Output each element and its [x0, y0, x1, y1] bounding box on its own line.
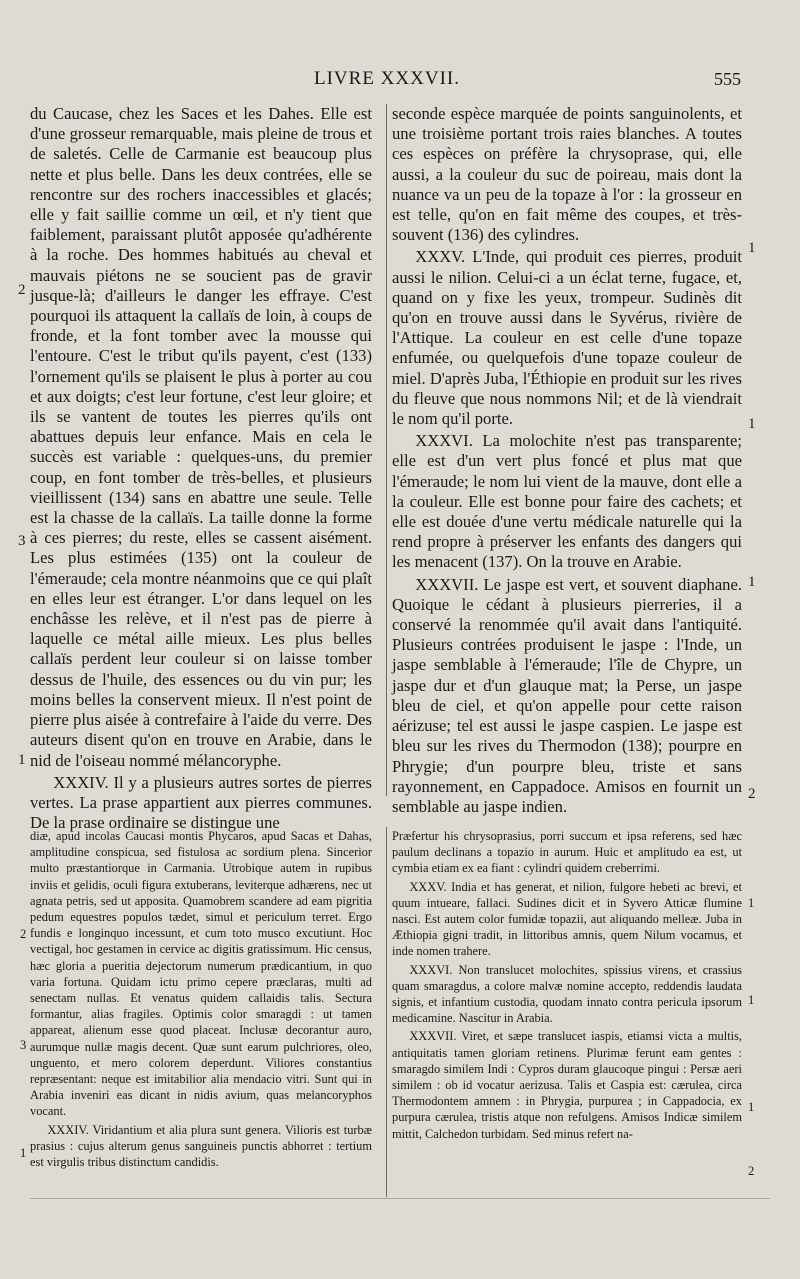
margin-number: 1 [748, 993, 755, 1007]
paragraph-text: XXXIV. Viridantium et alia plura sunt genera. Vilioris est turbæ prasius : cujus alterum genus sanguineis punctis abhorret : tertium est virgulis tribus distinctum candidis. [30, 1122, 372, 1170]
column-divider [386, 827, 387, 1197]
paragraph-text: XXXVI. Non translucet molochites, spissius virens, et crassius quam smaragdus, a colore malvæ nomine accepto, reddendis laudata signis, et infantium custodia, quodam innato contra pericula ipsorum medicamine. Nascitur in Arabia. [392, 962, 742, 1026]
paragraph-text: XXXVII. Viret, et sæpe translucet iaspis, etiamsi victa a multis, antiquitatis tamen gloriam retinens. Plurimæ ferunt eam gentes : smaragdo similem Indi : Cypros duram glaucoque pingui : Persæ aeri similem : ob id vocatur aerizusa. Talis et Caspia est: cærulea, circa Thermodontem amnem : in Phrygia, purpurea ; in Cappadocia, ex purpura cærulea, tristis atque non refulgens. Amisos Indicæ similem mittit, Calchedon turbidam. Sed minus refert na- [392, 1029, 742, 1141]
french-paragraph [30, 773, 372, 834]
french-paragraph [392, 247, 742, 429]
column-divider [386, 104, 387, 796]
latin-column-right [392, 828, 742, 1142]
latin-column-left [30, 828, 372, 1170]
paragraph-text: seconde espèce marquée de points sanguinolents, et une troisième portant trois raies blanches. A toutes ces espèces on préfère la chrysoprase, qui, elle aussi, a la couleur du suc de poireau, mais dont la nuance va un peu de la topaze à l'or : la grosseur en est telle, qu'on en fait même des coupes, et très-souvent (136) des cylindres. [392, 104, 742, 245]
margin-number: 1 [748, 240, 756, 256]
latin-paragraph [392, 828, 742, 877]
margin-number: 1 [748, 416, 756, 432]
page-number: 555 [714, 69, 741, 89]
latin-paragraph [30, 1122, 372, 1171]
margin-number: 2 [748, 1164, 755, 1178]
margin-number: 1 [748, 574, 756, 590]
margin-number: 1 [20, 1146, 27, 1160]
latin-paragraph [392, 879, 742, 960]
french-paragraph [392, 575, 742, 817]
running-title: LIVRE XXXVII. [314, 68, 460, 89]
french-column-right [392, 104, 742, 817]
latin-paragraph [30, 828, 372, 1120]
latin-paragraph [392, 1028, 742, 1141]
french-paragraph [392, 431, 742, 572]
paragraph-text: XXXV. L'Inde, qui produit ces pierres, produit aussi le nilion. Celui-ci a un éclat terne, fugace, et, quand on y fixe les yeux, trompeur. Sudinès dit qu'on en trouve aussi dans le Syvérus, rivière de l'Attique. La couleur en est celle d'une topaze enfumée, ou quelquefois d'une topaze couleur de miel. D'après Juba, l'Éthiopie en produit sur les rives du fleuve que nous nommons Nil; et de là viendrait le nom qu'il porte. [392, 247, 742, 429]
french-paragraph [30, 104, 372, 771]
paragraph-text: XXXIV. Il y a plusieurs autres sortes de pierres vertes. La prase appartient aux pierres communes. De la prase ordinaire se distingue une [30, 772, 372, 833]
paragraph-text: Præfertur his chrysoprasius, porri succum et ipsa referens, sed hæc paulum declinans a topazio in aurum. Huic et amplitudo ea est, ut cymbia etiam ex ea fiant : cylindri quidem creberrimi. [392, 829, 742, 876]
margin-number: 3 [18, 533, 26, 549]
margin-number: 3 [20, 1038, 27, 1052]
page-bottom-rule [30, 1198, 770, 1199]
margin-number: 1 [748, 896, 755, 910]
paragraph-text: diæ, apud incolas Caucasi montis Phycaros, apud Sacas et Dahas, amplitudine conspicua, sed fistulosa ac sordium plena. Sincerior multo præstantiorque in Carmania. Utrobique autem in rupibus inviis et gelidis, oculi figura extuberans, leviterque adhærens, nec ut agnata petris, sed ut apposita. Quamobrem scandere ad eam pigritia pedum equestres populos tædet, simul et periculum terret. Ergo fundis e longinquo incessunt, et cum toto musco excutiunt. Hoc vectigal, hoc gestamen in cervice ac digitis gratissimum. Hic census, hæc gloria a pueritia dejectorum numerum prædicantium, in quo varia fortuna. Quidam ictu primo cepere præclaras, multi ad senectam nullas. Et venatus quidem callaidis talis. Sectura formantur, alias fragiles. Optimis color smaragdi : ut tamen appareat, alienum esse quod placeat. Inclusæ decorantur auro, aurumque nullæ magis decent. Quæ sunt earum pulchriores, oleo, unguento, et mero colorem deperdunt. Viliores constantius repræsentant: neque est imitabilior alia mendacio vitri. Sunt qui in Arabia inveniri eas dicant in nidis avium, quas melancoryphos vocant. [30, 829, 372, 1119]
paragraph-text: XXXV. India et has generat, et nilion, fulgore hebeti ac brevi, et quum intueare, fallaci. Sudines dicit et in Syvero Atticæ flumine nasci. Est autem color fumidæ topazii, aut aliquando melleæ. Juba in Æthiopia gigni tradit, in littoribus amnis, quem Nilum vocamus, et inde nomen trahere. [392, 879, 742, 959]
margin-number: 2 [748, 786, 756, 802]
paragraph-text: XXXVI. La molochite n'est pas transparente; elle est d'un vert plus foncé et plus mat que l'émeraude; le nom lui vient de la mauve, dont elle a la couleur. Elle est bonne pour faire des cachets; et elle est douée d'une vertu médicale naturelle qui la rend propre à préserver les enfants des dangers qui les menacent (137). On la trouve en Arabie. [392, 431, 742, 572]
page-header [0, 68, 800, 98]
margin-number: 2 [18, 282, 26, 298]
margin-number: 1 [748, 1100, 755, 1114]
margin-number: 1 [18, 752, 26, 768]
french-paragraph [392, 104, 742, 245]
latin-paragraph [392, 962, 742, 1027]
paragraph-text: XXXVII. Le jaspe est vert, et souvent diaphane. Quoique le cédant à plusieurs pierreries, il a conservé la renommée qu'il avait dans l'antiquité. Plusieurs contrées produisent le jaspe : l'Inde, un jaspe semblable à l'émeraude; l'île de Chypre, un jaspe dur et d'un glauque mat; la Perse, un jaspe bleu de ciel, et qu'on appelle pour cette raison aérizuse; tel est aussi le jaspe caspien. Le jaspe est bleu sur les rives du Thermodon (138); pourpre en Phrygie; d'un pourpre bleu, triste et sans rayonnement, en Cappadoce. Amisos en fournit un semblable au jaspe indien. [392, 574, 742, 816]
french-column-left [30, 104, 372, 833]
margin-number: 2 [20, 927, 27, 941]
paragraph-text: du Caucase, chez les Saces et les Dahes. Elle est d'une grosseur remarquable, mais pleine de trous et de saletés. Celle de Carmanie est beaucoup plus nette et plus belle. Dans les deux contrées, elle se rencontre sur des rochers inaccessibles et glacés; elle y fait saillie comme un œil, et n'y tient que faiblement, paraissant plutôt apposée qu'adhérente à la roche. Des hommes habitués au cheval et mauvais piétons ne se soucient pas de gravir jusque-là; d'ailleurs le danger les effraye. C'est pourquoi ils attaquent la callaïs de loin, à coups de fronde, et la font tomber avec la mousse qui l'entoure. C'est le tribut qu'ils payent, c'est (133) l'ornement qu'ils se plaisent le plus à porter au cou et aux doigts; c'est leur fortune, c'est leur gloire; et ils se vantent de toutes les pierres qu'ils ont abattues depuis leur enfance. Mais en cela le succès est variable : quelques-uns, du premier coup, en font tomber de très-belles, et plusieurs vieillissent (134) sans en abattre une seule. Telle est la chasse de la callaïs. La taille donne la forme à ces pierres; du reste, elles se cassent aisément. Les plus estimées (135) ont la couleur de l'émeraude; cela montre néanmoins que ce qui plaît en elles leur est étranger. L'or dans lequel on les enchâsse les relève, et il n'est pas de pierre à laquelle ce métal aille mieux. Les plus belles callaïs perdent leur couleur si on laisse tomber dessus de l'huile, des essences ou du vin pur; les moins belles la conservent mieux. Il n'est point de pierre plus aisée à contrefaire à l'aide du verre. Des auteurs disent qu'on en trouve en Arabie, dans le nid de l'oiseau nommé mélancoryphe. [30, 104, 372, 770]
